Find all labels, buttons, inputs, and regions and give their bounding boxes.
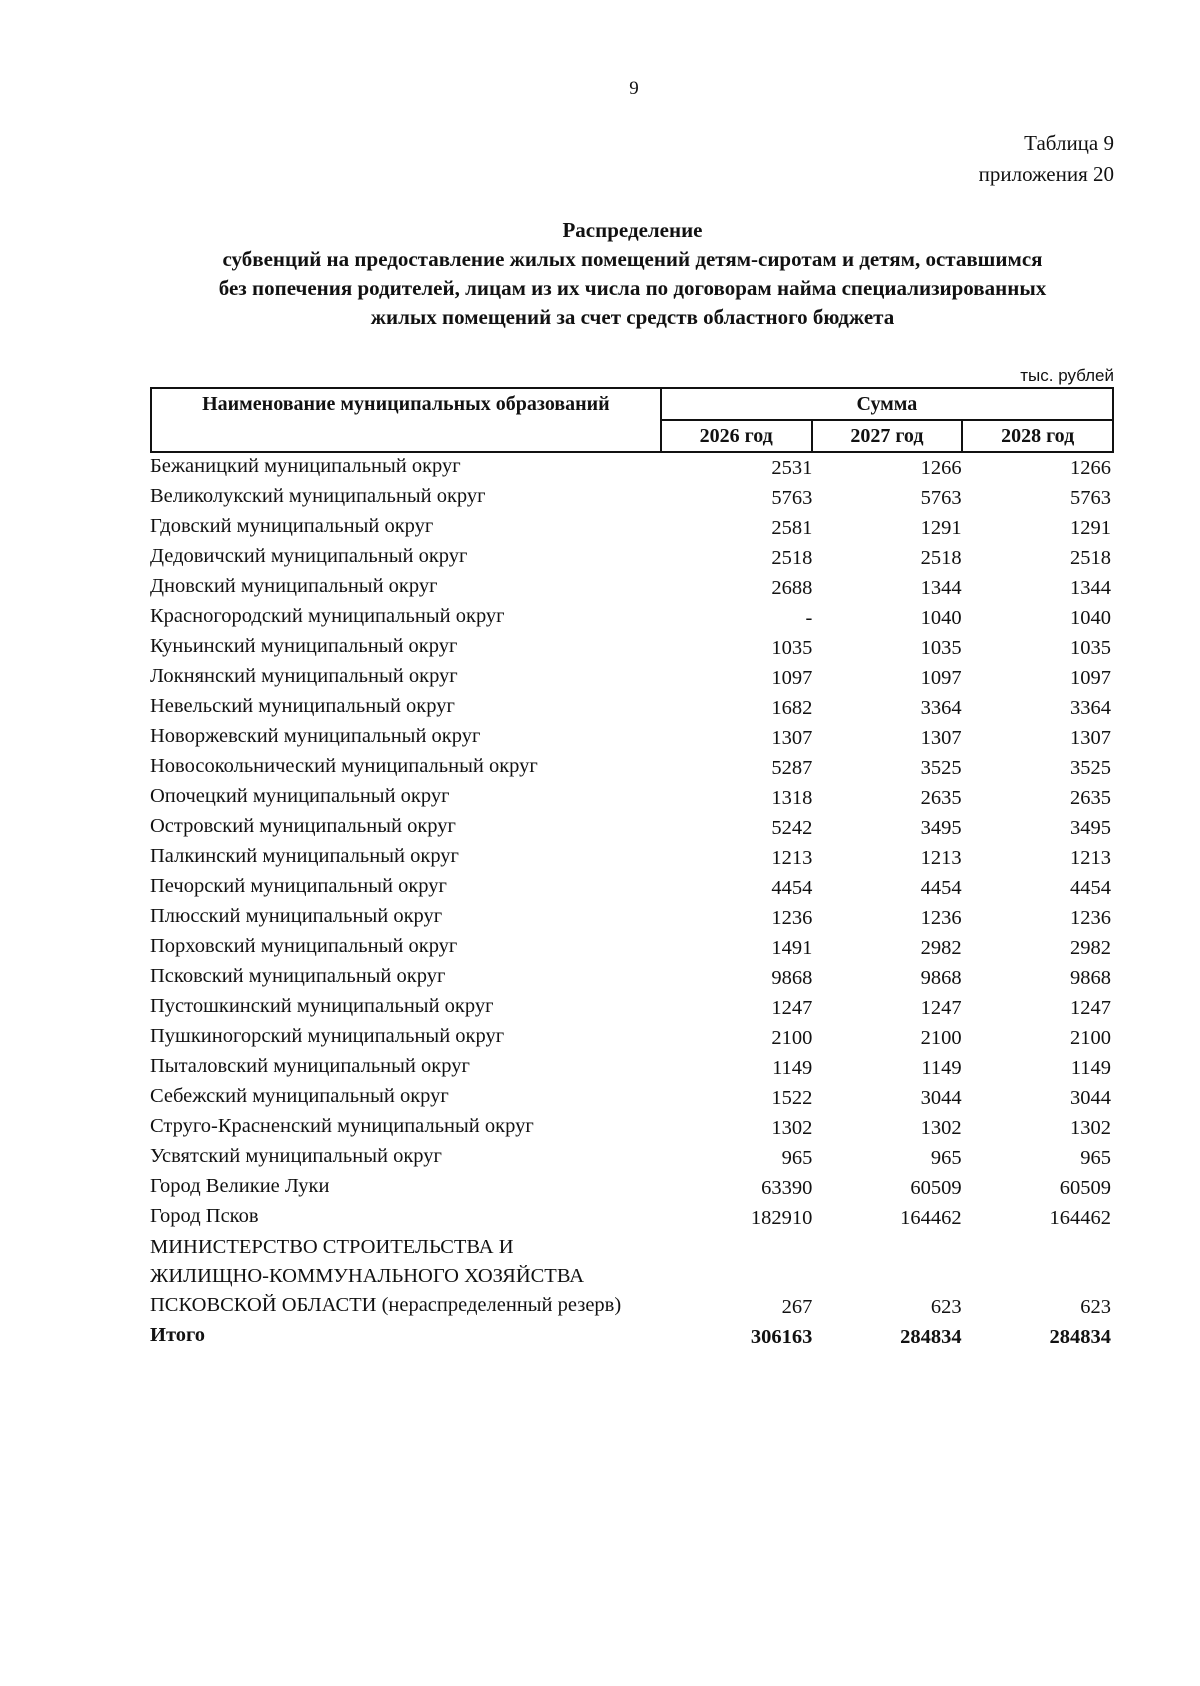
value-2027: 2982: [920, 937, 962, 959]
row-name: Новоржевский муниципальный округ: [150, 725, 481, 747]
value-2028: 3525: [1070, 757, 1111, 779]
total-label: Итого: [150, 1324, 206, 1346]
header-year-2027: 2027 год: [812, 420, 963, 452]
value-2027: 5763: [920, 487, 962, 509]
value-2027: 1247: [920, 997, 962, 1019]
table-row: [150, 573, 1114, 603]
value-2026: 1307: [771, 727, 813, 749]
row-name: Гдовский муниципальный округ: [150, 515, 434, 537]
value-2026: 1236: [771, 907, 813, 929]
table-row: [150, 543, 1114, 573]
table-row-ministry: [150, 1233, 1114, 1322]
value-2026: 2688: [771, 577, 813, 599]
total-2027: 284834: [900, 1326, 962, 1348]
table-row: [150, 453, 1114, 483]
value-2028: 2518: [1070, 547, 1111, 569]
row-name: Порховский муниципальный округ: [150, 935, 458, 957]
value-2026: 5287: [771, 757, 813, 779]
value-2027: 1097: [920, 667, 962, 689]
value-2028: 1097: [1070, 667, 1111, 689]
table-row: [150, 603, 1114, 633]
value-2028: 1344: [1070, 577, 1111, 599]
value-2027: 9868: [920, 967, 962, 989]
value-2026: 1097: [771, 667, 813, 689]
value-2028: 1266: [1070, 457, 1111, 479]
value-2028: 1149: [1070, 1057, 1111, 1079]
row-name: Невельский муниципальный округ: [150, 695, 455, 717]
row-name: Себежский муниципальный округ: [150, 1085, 449, 1107]
title-line-2: субвенций на предоставление жилых помещений детям-сиротам и детям, оставшимся: [222, 247, 1043, 271]
total-2026: 306163: [750, 1326, 813, 1348]
table-row: [150, 1143, 1114, 1173]
table-row: [150, 1203, 1114, 1233]
row-name: Дновский муниципальный округ: [150, 575, 438, 597]
row-name: Дедовичский муниципальный округ: [150, 545, 468, 567]
value-2027: 1040: [920, 607, 962, 629]
table-row: [150, 723, 1114, 753]
row-name: Пустошкинский муниципальный округ: [150, 995, 494, 1017]
row-name: Город Псков: [150, 1205, 259, 1227]
value-2027: 1236: [920, 907, 962, 929]
value-2026: 182910: [750, 1207, 813, 1229]
table-row: [150, 663, 1114, 693]
table-row: [150, 933, 1114, 963]
value-2027: 3044: [920, 1087, 962, 1109]
value-2026: 1522: [771, 1087, 813, 1109]
value-2026: 9868: [771, 967, 813, 989]
row-name: Новосокольнический муниципальный округ: [150, 755, 538, 777]
table-row: [150, 483, 1114, 513]
value-2028: 1040: [1070, 607, 1111, 629]
value-2028: 1307: [1070, 727, 1111, 749]
page-number: 9: [629, 78, 639, 99]
value-2028: 4454: [1070, 877, 1111, 899]
value-2026: 1035: [771, 637, 813, 659]
row-name: Псковский муниципальный округ: [150, 965, 446, 987]
table-row: [150, 843, 1114, 873]
value-2026: 2581: [771, 517, 813, 539]
table-row: [150, 903, 1114, 933]
value-2027: 1307: [920, 727, 962, 749]
row-name: Город Великие Луки: [150, 1175, 330, 1197]
table-row: [150, 993, 1114, 1023]
value-2027: 1291: [920, 517, 962, 539]
table-row: [150, 1023, 1114, 1053]
value-2027: 3525: [920, 757, 962, 779]
value-2026: 5763: [771, 487, 813, 509]
ministry-line-2: ЖИЛИЩНО-КОММУНАЛЬНОГО ХОЗЯЙСТВА: [150, 1265, 585, 1287]
value-2026: 1213: [771, 847, 813, 869]
value-2026: 1682: [771, 697, 813, 719]
table-row: [150, 1113, 1114, 1143]
value-2026: 4454: [771, 877, 813, 899]
table-row: [150, 753, 1114, 783]
value-2026: 1247: [771, 997, 813, 1019]
value-2028: 1291: [1070, 517, 1111, 539]
value-2027: 2100: [920, 1027, 962, 1049]
value-2028: 164462: [1049, 1207, 1111, 1229]
value-2027: 2518: [920, 547, 962, 569]
table-row: [150, 513, 1114, 543]
value-2027: 2635: [920, 787, 962, 809]
value-2026: -: [805, 607, 813, 629]
header-sum: Сумма: [661, 388, 1113, 420]
row-name: Опочецкий муниципальный округ: [150, 785, 450, 807]
value-2028: 5763: [1070, 487, 1111, 509]
value-2028: 3495: [1070, 817, 1111, 839]
value-2028: 1236: [1070, 907, 1111, 929]
value-2028: 1247: [1070, 997, 1111, 1019]
value-2026: 1491: [771, 937, 813, 959]
value-2028: 965: [1080, 1147, 1111, 1169]
row-name: Бежаницкий муниципальный округ: [150, 455, 461, 477]
total-2028: 284834: [1049, 1326, 1111, 1348]
table-header: [150, 387, 1114, 453]
table-row: [150, 693, 1114, 723]
table-number: Таблица 9: [1024, 131, 1114, 155]
value-2028: 1035: [1070, 637, 1111, 659]
value-2028: 1213: [1070, 847, 1111, 869]
value-2027: 1149: [921, 1057, 962, 1079]
value-2027: 60509: [910, 1177, 962, 1199]
row-name: Палкинский муниципальный округ: [150, 845, 459, 867]
row-name: [150, 1233, 664, 1322]
value-2026: 5242: [771, 817, 813, 839]
appendix-number: приложения 20: [978, 162, 1114, 186]
value-2028: 3364: [1070, 697, 1111, 719]
value-2028: 60509: [1059, 1177, 1111, 1199]
value-2028: 2100: [1070, 1027, 1111, 1049]
value-2028: 623: [1080, 1296, 1111, 1318]
value-2028: 9868: [1070, 967, 1111, 989]
value-2026: 267: [781, 1296, 813, 1318]
row-name: Печорский муниципальный округ: [150, 875, 447, 897]
value-2027: 164462: [900, 1207, 962, 1229]
table-row: [150, 633, 1114, 663]
value-2028: 3044: [1070, 1087, 1111, 1109]
title-line-4: жилых помещений за счет средств областного бюджета: [370, 305, 895, 329]
value-2027: 623: [930, 1296, 962, 1318]
row-name: Локнянский муниципальный округ: [150, 665, 458, 687]
value-2027: 1344: [920, 577, 962, 599]
document-title: [140, 216, 1125, 332]
table-row: [150, 783, 1114, 813]
row-name: Великолукский муниципальный округ: [150, 485, 486, 507]
ministry-line-3: ПСКОВСКОЙ ОБЛАСТИ (нераспределенный резерв): [150, 1294, 622, 1316]
value-2027: 1035: [920, 637, 962, 659]
units-label: тыс. рублей: [1020, 366, 1114, 385]
value-2026: 63390: [761, 1177, 813, 1199]
value-2028: 2635: [1070, 787, 1111, 809]
value-2027: 1213: [920, 847, 962, 869]
row-name: Куньинский муниципальный округ: [150, 635, 458, 657]
row-name: Плюсский муниципальный округ: [150, 905, 443, 927]
ministry-line-1: МИНИСТЕРСТВО СТРОИТЕЛЬСТВА И: [150, 1236, 514, 1258]
table-row: [150, 813, 1114, 843]
value-2026: 2518: [771, 547, 813, 569]
value-2026: 965: [781, 1147, 813, 1169]
value-2028: 2982: [1070, 937, 1111, 959]
value-2027: 1266: [920, 457, 962, 479]
value-2027: 3495: [920, 817, 962, 839]
row-name: Усвятский муниципальный округ: [150, 1145, 442, 1167]
table-row: [150, 963, 1114, 993]
table-row-total: [150, 1322, 1114, 1352]
value-2026: 1302: [771, 1117, 813, 1139]
row-name: Островский муниципальный округ: [150, 815, 456, 837]
header-year-2026: 2026 год: [661, 420, 812, 452]
value-2028: 1302: [1070, 1117, 1111, 1139]
value-2027: 3364: [920, 697, 962, 719]
table-row: [150, 873, 1114, 903]
value-2027: 1302: [920, 1117, 962, 1139]
value-2027: 4454: [920, 877, 962, 899]
table-row: [150, 1173, 1114, 1203]
title-line-1: Распределение: [562, 218, 703, 242]
table-row: [150, 1083, 1114, 1113]
row-name: Красногородский муниципальный округ: [150, 605, 505, 627]
row-name: Пыталовский муниципальный округ: [150, 1055, 470, 1077]
table-reference: [979, 128, 1114, 190]
value-2026: 1318: [771, 787, 813, 809]
title-line-3: без попечения родителей, лицам из их числа по договорам найма специализированных: [218, 276, 1047, 300]
row-name: Пушкиногорский муниципальный округ: [150, 1025, 505, 1047]
value-2026: 1149: [772, 1057, 813, 1079]
header-year-2028: 2028 год: [962, 420, 1113, 452]
table-row: [150, 1053, 1114, 1083]
table-body: [150, 453, 1114, 1352]
row-name: Струго-Красненский муниципальный округ: [150, 1115, 534, 1137]
value-2026: 2531: [771, 457, 813, 479]
value-2026: 2100: [771, 1027, 813, 1049]
value-2027: 965: [930, 1147, 962, 1169]
header-name: Наименование муниципальных образований: [151, 388, 661, 452]
